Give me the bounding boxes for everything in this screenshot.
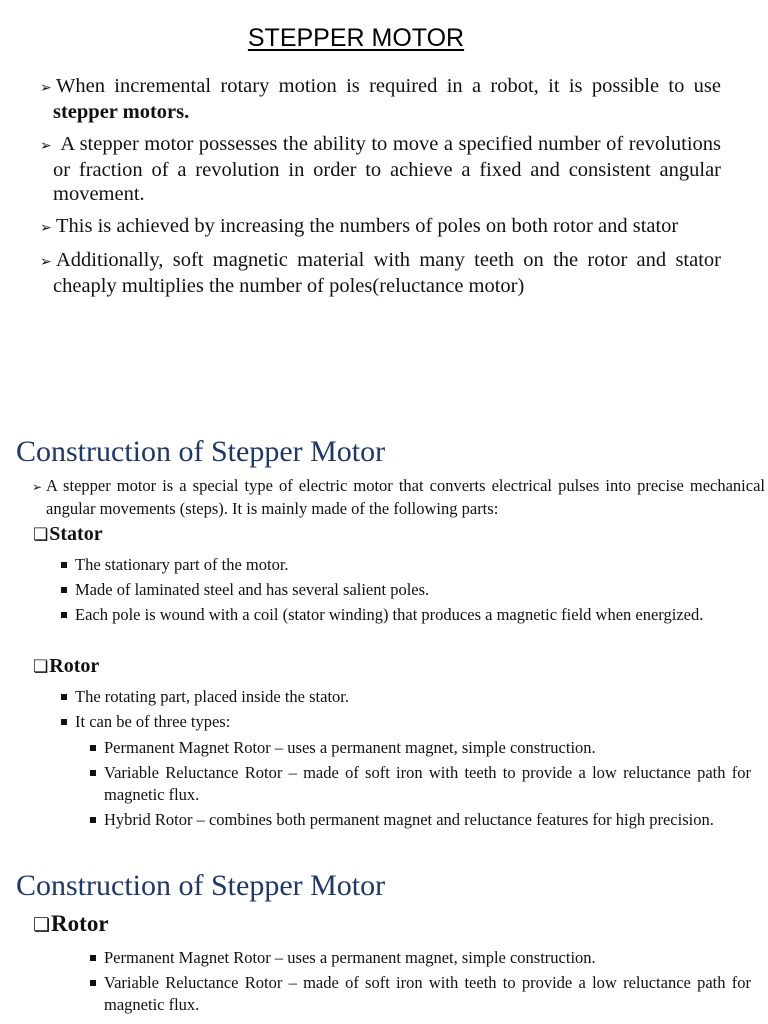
slide-construction-rotor — [0, 865, 768, 1024]
arrow-bullet-icon: ➢ — [40, 220, 52, 236]
bullet-text: Additionally, soft magnetic material with many teeth on the rotor and stator cheaply multiplies the number of poles(reluctance motor) — [53, 249, 721, 297]
arrow-bullet-icon: ➢ — [40, 254, 52, 270]
section-heading: Construction of Stepper Motor — [16, 435, 386, 468]
rotor-type-item: Hybrid Rotor – combines both permanent magnet and reluctance features for high precision. — [90, 809, 751, 831]
intro-text: A stepper motor is a special type of electric motor that converts electrical pulses into precise mechanical angular movements (steps). It is mainly made of the following parts: — [46, 476, 765, 518]
rotor-type-item: Variable Reluctance Rotor – made of soft iron with teeth to provide a low reluctance path for magnetic flux. — [90, 972, 751, 1016]
bullet-text: A stepper motor possesses the ability to move a specified number of revolutions or fraction of a revolution in order to achieve a fixed and consistent angular movement. — [53, 133, 721, 205]
slide-title: STEPPER MOTOR — [247, 24, 465, 52]
bullet-text: When incremental rotary motion is required in a robot, it is possible to use — [56, 75, 721, 97]
rotor-types-list — [90, 947, 751, 1019]
rotor-item: The rotating part, placed inside the stator. — [61, 686, 751, 708]
stator-label: Stator — [49, 523, 103, 545]
bullet-bold-text: stepper motors. — [53, 101, 190, 123]
stator-item: Each pole is wound with a coil (stator winding) that produces a magnetic field when energized. — [61, 604, 751, 626]
rotor-heading — [33, 911, 109, 937]
arrow-bullet-icon: ➢ — [40, 138, 52, 154]
checkbox-bullet-icon: ❏ — [33, 525, 49, 545]
slide-construction — [0, 425, 768, 865]
checkbox-bullet-icon: ❏ — [33, 657, 49, 677]
rotor-type-item: Permanent Magnet Rotor – uses a permanent magnet, simple construction. — [90, 947, 751, 969]
bullet-item — [40, 214, 721, 240]
bullet-item — [40, 248, 721, 298]
rotor-type-item: Variable Reluctance Rotor – made of soft iron with teeth to provide a low reluctance path for magnetic flux. — [90, 762, 751, 806]
stator-item: Made of laminated steel and has several salient poles. — [61, 579, 751, 601]
rotor-label: Rotor — [49, 655, 100, 677]
intro-bullet-list — [40, 74, 721, 306]
construction-intro — [32, 475, 765, 519]
stator-list — [61, 554, 751, 629]
arrow-bullet-icon: ➢ — [40, 80, 52, 96]
section-heading: Construction of Stepper Motor — [16, 869, 386, 902]
rotor-type-item: Permanent Magnet Rotor – uses a permanent magnet, simple construction. — [90, 737, 751, 759]
checkbox-bullet-icon: ❏ — [33, 914, 51, 936]
bullet-text: This is achieved by increasing the numbers of poles on both rotor and stator — [56, 215, 679, 237]
stator-heading — [33, 523, 103, 546]
stator-item: The stationary part of the motor. — [61, 554, 751, 576]
rotor-label: Rotor — [51, 911, 109, 936]
rotor-list — [61, 686, 751, 736]
bullet-item — [40, 74, 721, 124]
slide-stepper-motor — [0, 0, 768, 425]
rotor-item: It can be of three types: — [61, 711, 751, 733]
bullet-item — [40, 132, 721, 206]
arrow-bullet-icon: ➢ — [32, 480, 43, 494]
rotor-types-list — [90, 737, 751, 834]
rotor-heading — [33, 655, 99, 678]
